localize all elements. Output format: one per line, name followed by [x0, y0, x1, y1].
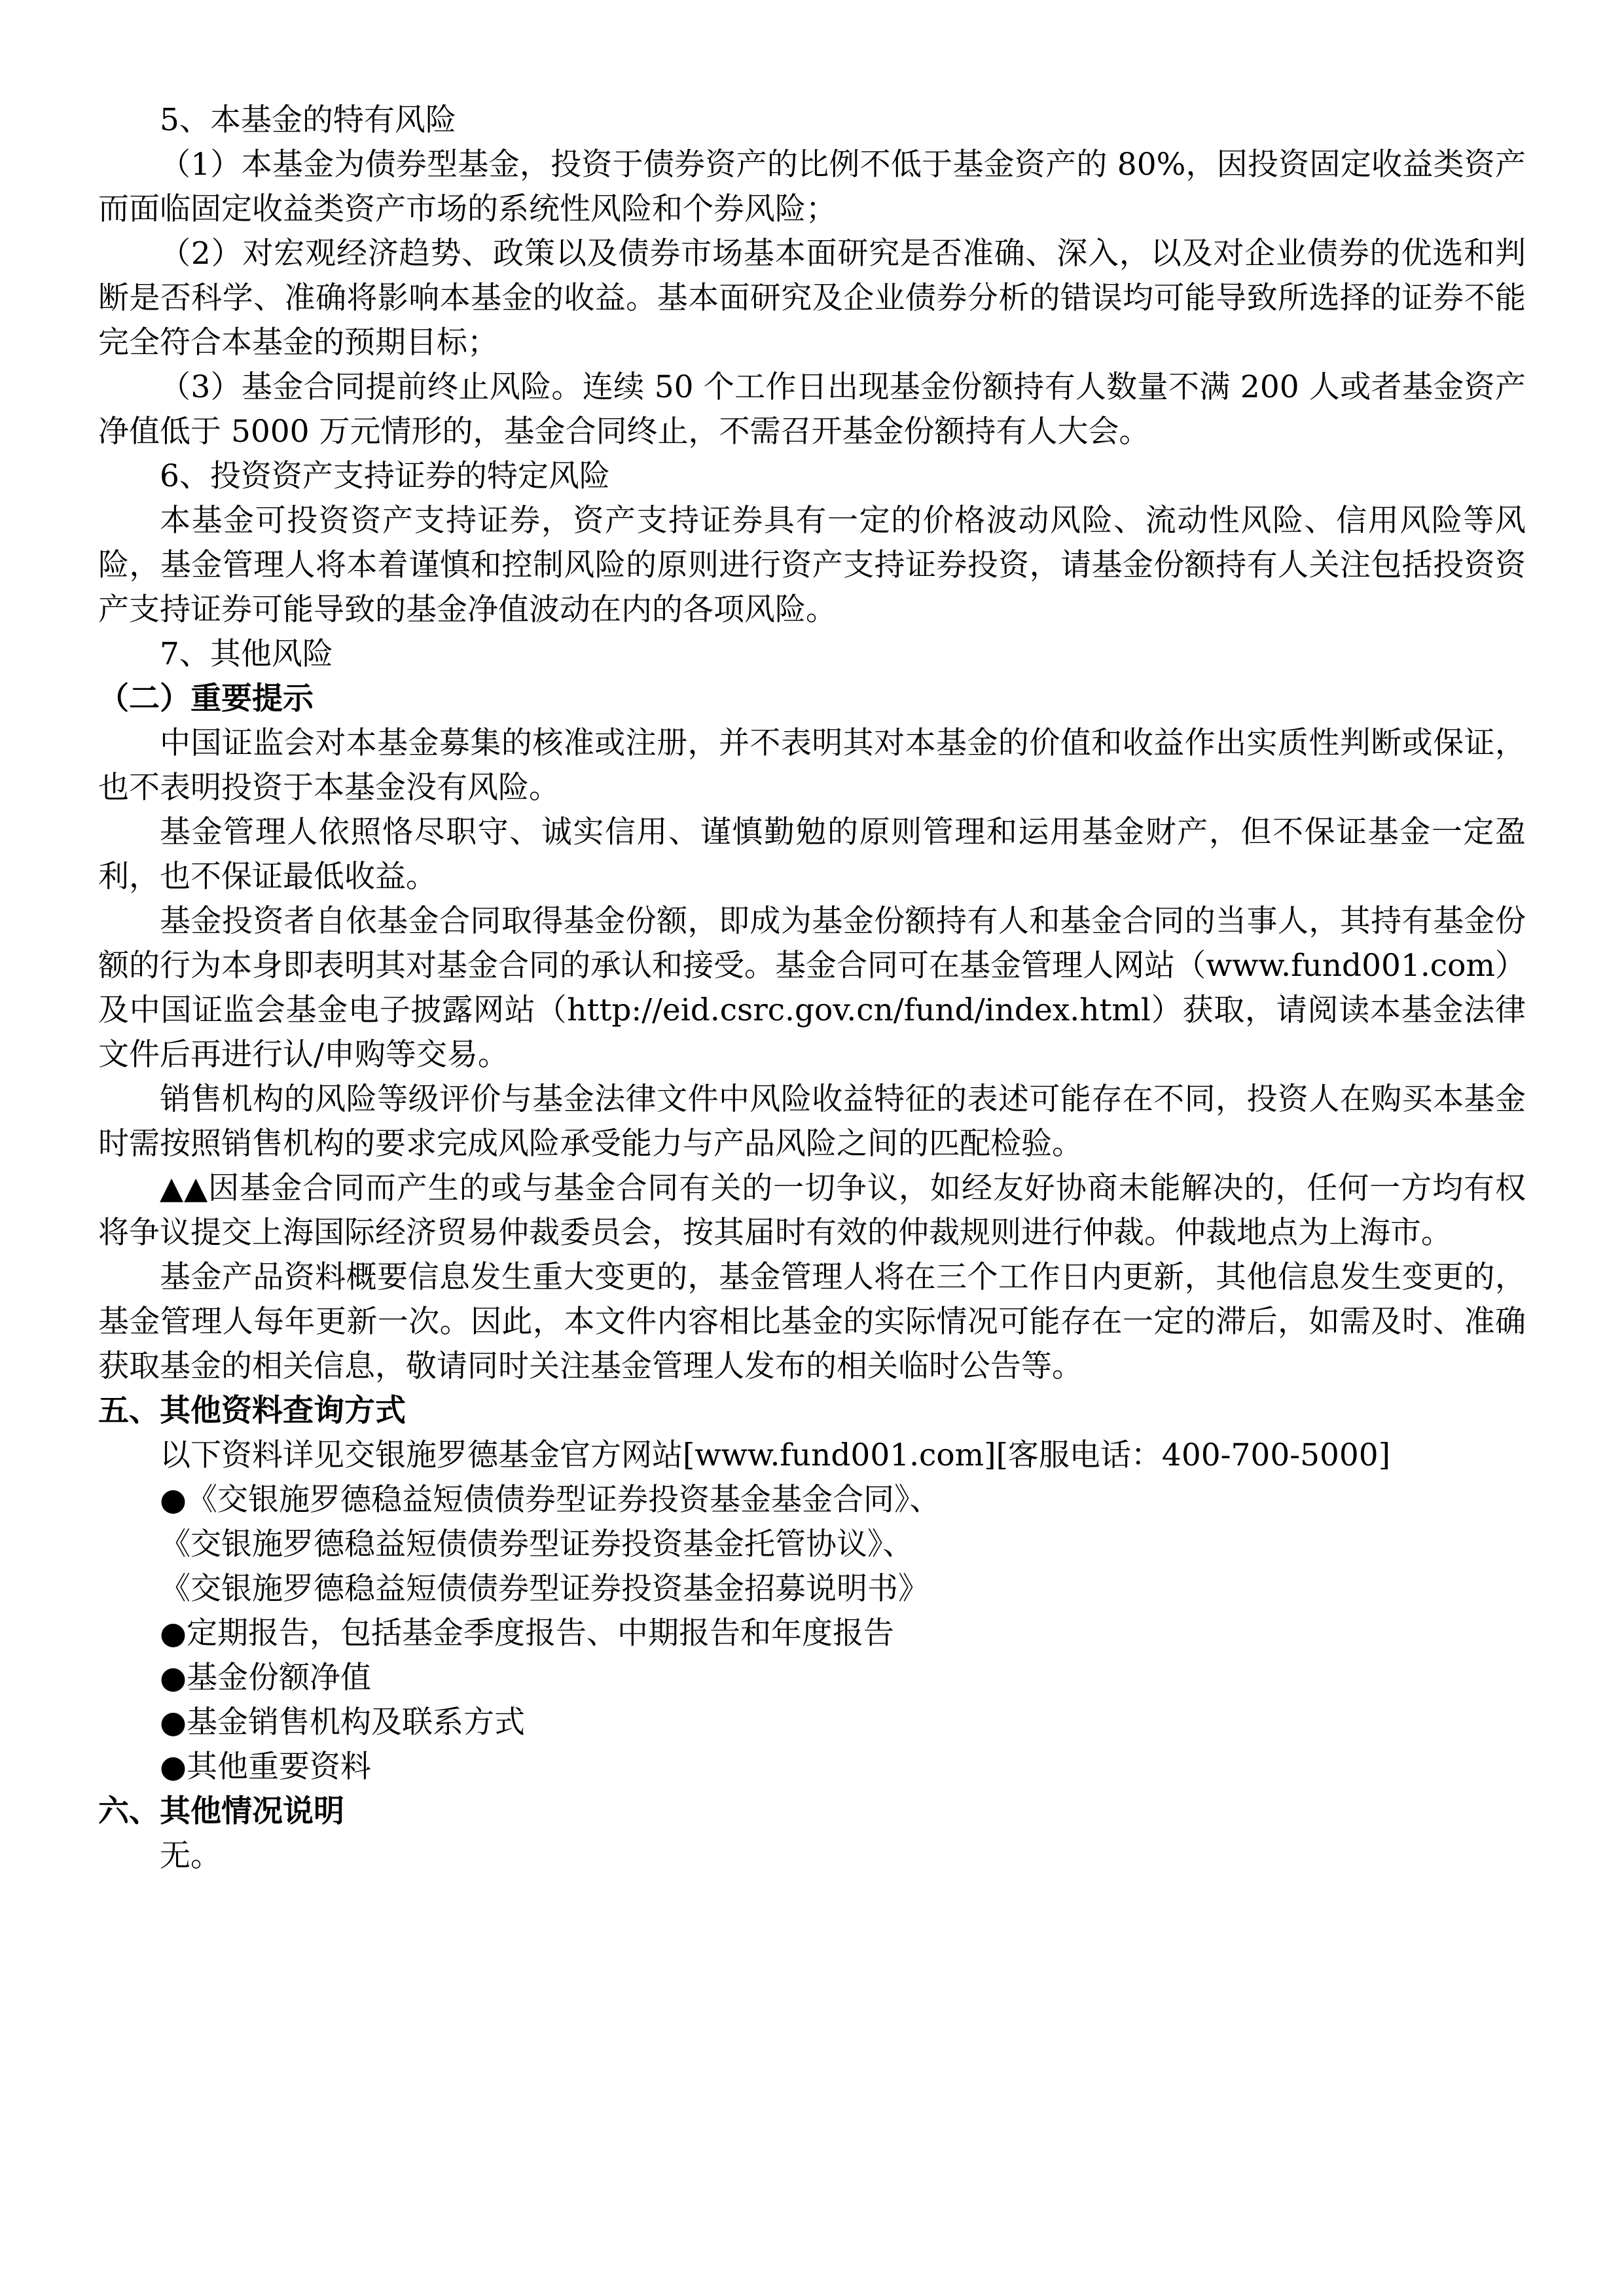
paragraph: 中国证监会对本基金募集的核准或注册，并不表明其对本基金的价值和收益作出实质性判断或保证，也不表明投资于本基金没有风险。: [98, 725, 1526, 806]
paragraph: 以下资料详见交银施罗德基金官方网站[www.fund001.com][客服电话：400-700-5000]: [160, 1437, 1391, 1473]
paragraph: ●《交银施罗德稳益短债债券型证券投资基金基金合同》、: [160, 1482, 941, 1518]
paragraph: （3）基金合同提前终止风险。连续 50 个工作日出现基金份额持有人数量不满 200 人或者基金资产净值低于 5000 万元情形的，基金合同终止，不需召开基金份额持有人大会。: [98, 369, 1526, 450]
paragraph: ●定期报告，包括基金季度报告、中期报告和年度报告: [160, 1615, 895, 1651]
paragraph: 《交银施罗德稳益短债债券型证券投资基金托管协议》、: [160, 1526, 914, 1562]
paragraph: 基金投资者自依基金合同取得基金份额，即成为基金份额持有人和基金合同的当事人，其持有基金份额的行为本身即表明其对基金合同的承认和接受。基金合同可在基金管理人网站（www.fund001.com）及中国证监会基金电子披露网站（http://eid.csrc.gov.cn/fund/index.html）获取，请阅读本基金法律文件后再进行认/申购等交易。: [98, 903, 1526, 1073]
paragraph: 6、投资资产支持证券的特定风险: [160, 458, 610, 494]
paragraph: 《交银施罗德稳益短债债券型证券投资基金招募说明书》: [160, 1571, 929, 1607]
section-heading: （二）重要提示: [98, 681, 314, 717]
paragraph: 基金管理人依照恪尽职守、诚实信用、谨慎勤勉的原则管理和运用基金财产，但不保证基金一定盈利，也不保证最低收益。: [98, 814, 1526, 895]
paragraph: ●基金销售机构及联系方式: [160, 1704, 526, 1740]
section-heading: 六、其他情况说明: [98, 1793, 344, 1829]
paragraph: 销售机构的风险等级评价与基金法律文件中风险收益特征的表述可能存在不同，投资人在购买本基金时需按照销售机构的要求完成风险承受能力与产品风险之间的匹配检验。: [98, 1081, 1526, 1162]
paragraph: ●其他重要资料: [160, 1749, 372, 1785]
paragraph: 7、其他风险: [160, 636, 333, 672]
paragraph: ▲▲因基金合同而产生的或与基金合同有关的一切争议，如经友好协商未能解决的，任何一方均有权将争议提交上海国际经济贸易仲裁委员会，按其届时有效的仲裁规则进行仲裁。仲裁地点为上海市。: [98, 1170, 1526, 1251]
paragraph: 无。: [160, 1838, 221, 1874]
paragraph: 本基金可投资资产支持证券，资产支持证券具有一定的价格波动风险、流动性风险、信用风险等风险，基金管理人将本着谨慎和控制风险的原则进行资产支持证券投资，请基金份额持有人关注包括投资资产支持证券可能导致的基金净值波动在内的各项风险。: [98, 503, 1526, 628]
paragraph: （2）对宏观经济趋势、政策以及债券市场基本面研究是否准确、深入，以及对企业债券的优选和判断是否科学、准确将影响本基金的收益。基本面研究及企业债券分析的错误均可能导致所选择的证券不能完全符合本基金的预期目标；: [98, 236, 1526, 361]
section-heading: 五、其他资料查询方式: [98, 1393, 406, 1429]
document-body: [98, 98, 1526, 1878]
paragraph: ●基金份额净值: [160, 1660, 372, 1696]
paragraph: 5、本基金的特有风险: [160, 102, 456, 138]
paragraph: 基金产品资料概要信息发生重大变更的，基金管理人将在三个工作日内更新，其他信息发生变更的，基金管理人每年更新一次。因此，本文件内容相比基金的实际情况可能存在一定的滞后，如需及时、准确获取基金的相关信息，敬请同时关注基金管理人发布的相关临时公告等。: [98, 1259, 1526, 1384]
paragraph: （1）本基金为债券型基金，投资于债券资产的比例不低于基金资产的 80%，因投资固定收益类资产而面临固定收益类资产市场的系统性风险和个券风险；: [98, 147, 1526, 227]
